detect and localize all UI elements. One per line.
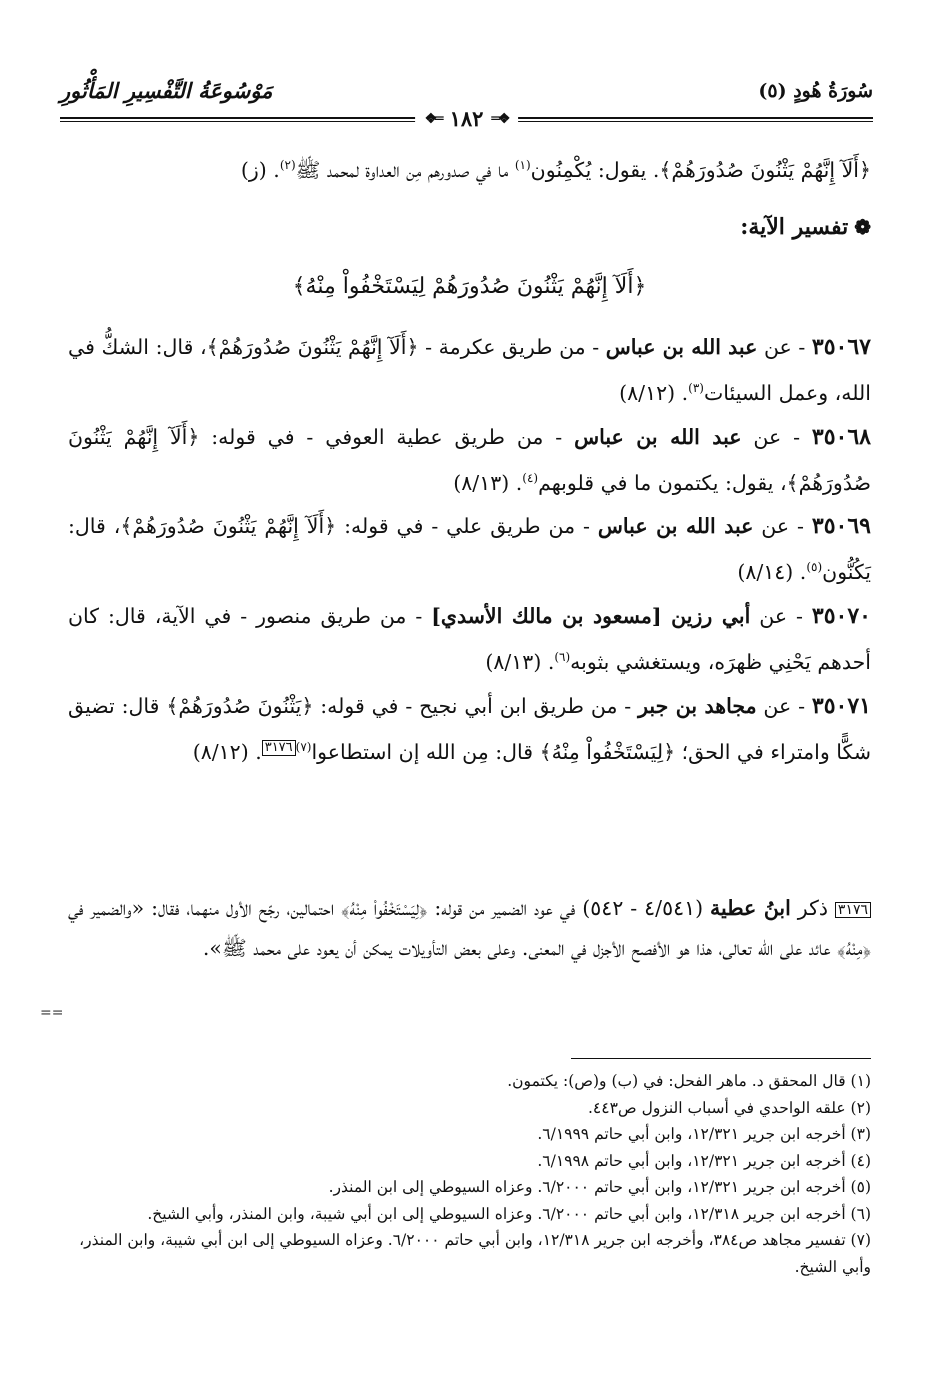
intro-text: ﴿أَلَآ إِنَّهُمْ يَثْنُونَ صُدُورَهُمْ﴾. يقول: يُكْمِنُون (530, 157, 871, 182)
entry-text: - من طريق ابن أبي نجيح - في قوله: ﴿يَثْنُونَ صُدُورَهُمْ﴾ قال: تضيق شكًّا وامتراء في الحق؛ ﴿لِيَسْتَخْفُواْ مِنْهُ﴾ قال: مِن الله إن استطاعوا (68, 694, 871, 764)
entry-number: ٣٥٠٧١ (811, 693, 871, 720)
intro-paragraph (68, 145, 871, 191)
entry-text: - من طريق عكرمة - ﴿أَلَآ إِنَّهُمْ يَثْنُونَ صُدُورَهُمْ﴾، قال: الشكُّ في الله، وعمل السيئات (68, 334, 871, 405)
entry-ref: . (٨/١٢) (619, 380, 689, 405)
footnote-ref[interactable]: (٧) (295, 740, 312, 755)
entry-lead: - عن (750, 604, 812, 629)
footnote: (٢) علقه الواحدي في أسباب النزول ص٤٤٣. (587, 1098, 871, 1117)
entry-ref: . (٨/١٤) (737, 560, 807, 585)
commentary-note (68, 888, 871, 968)
narrator-name: عبد الله بن عباس (605, 334, 758, 359)
page-number-block (415, 106, 519, 131)
narrator-name: عبد الله بن عباس (597, 514, 754, 539)
commentary-ref-box[interactable]: ٣١٧٦ (262, 740, 296, 756)
footnote: (٥) أخرجه ابن جرير ١٢/٣٢١، وابن أبي حاتم ٦/٢٠٠٠. وعزاه السيوطي إلى ابن المنذر. (328, 1178, 871, 1196)
entry-ref: . (٨/١٣) (453, 470, 523, 495)
footnote-ref[interactable]: (٦) (554, 650, 571, 665)
ornament-icon: ❖═ (491, 110, 509, 127)
commentary-number-box: ٣١٧٦ (835, 902, 871, 918)
continuation-mark: == (40, 1005, 64, 1021)
footnote-ref[interactable]: (٥) (806, 560, 823, 575)
section-heading (68, 207, 871, 248)
entry-lead: - عن (753, 514, 812, 539)
entry-ref: . (٨/١٣) (485, 650, 555, 675)
note-author: ابنُ عطية (710, 896, 791, 920)
note-text: (٤/٥٤١ - ٥٤٢) في عود الضمير من قوله: ﴿لِيَسْتَخْفُواْ مِنْهُ﴾ احتمالين، رجّح الأول منهما، فقال: «والضمير في ﴿مِنْهُ﴾ عائد على الله تعالى، هذا هو الأفصح الأجزل في المعنى. وعلى بعض التأويلات يمكن أن يعود على محمد ﷺ». (68, 896, 871, 960)
footnote-ref[interactable]: (٢) (279, 158, 296, 172)
entry (68, 596, 871, 683)
narrator-name: مجاهد بن جبر (638, 694, 757, 719)
ornament-icon: ═❖ (424, 110, 442, 127)
entry-lead: - عن (741, 424, 812, 449)
entry-ref: . (٨/١٢) (192, 739, 262, 764)
entry-text: - من طريق منصور - في الآية، قال: كان أحدهم يَحْنِي ظهرَه، ويستغشي بثوبه (68, 604, 871, 675)
page-header (60, 72, 873, 132)
entry (68, 686, 871, 773)
entry-number: ٣٥٠٧٠ (811, 603, 871, 630)
entry (68, 417, 871, 504)
footnote: (٦) أخرجه ابن جرير ١٢/٣١٨، وابن أبي حاتم ٦/٢٠٠٠. وعزاه السيوطي إلى ابن أبي شيبة، وابن المنذر، وأبي الشيخ. (147, 1204, 871, 1223)
surah-title: سُورَةُ هُودٍ (٥) (758, 80, 873, 102)
entry-text: - من طريق عطية العوفي - في قوله: ﴿أَلَآ إِنَّهُمْ يَثْنُونَ صُدُورَهُمْ﴾، يقول: يكتمون ما في قلوبهم (68, 424, 871, 495)
footnote: (٤) أخرجه ابن جرير ١٢/٣٢١، وابن أبي حاتم ٦/١٩٩٨. (537, 1151, 871, 1170)
footnote-ref[interactable]: (١) (514, 158, 531, 172)
narrator-name: عبد الله بن عباس (574, 424, 742, 449)
footnote: (٣) أخرجه ابن جرير ١٢/٣٢١، وابن أبي حاتم ٦/١٩٩٩. (537, 1125, 871, 1143)
verse-heading: ﴿أَلَآ إِنَّهُمْ يَثْنُونَ صُدُورَهُمْ لِيَسْتَخْفُواْ مِنْهُ﴾ (292, 273, 647, 299)
intro-text-cont: ما في صدورهم مِن العداوة لمحمد ﷺ (295, 157, 515, 182)
footnote-rule (571, 1058, 871, 1059)
footnote-ref[interactable]: (٤) (522, 470, 539, 485)
section-heading-text: تفسير الآية: (740, 213, 849, 240)
flower-icon: ❁ (854, 214, 871, 239)
book-title: مَوْسُوعَةُ التَّفْسِيرِ المَأْثُورِ (60, 78, 273, 103)
footnotes (70, 1068, 871, 1280)
entry-number: ٣٥٠٦٨ (811, 423, 871, 450)
entry-lead: - عن (757, 334, 812, 359)
footnote: (٧) تفسير مجاهد ص٣٨٤، وأخرجه ابن جرير ١٢/٣١٨، وابن أبي حاتم ٦/٢٠٠٠. وعزاه السيوطي إلى ابن أبي شيبة، وابن المنذر، وأبي الشيخ. (79, 1231, 871, 1276)
entry-number: ٣٥٠٦٩ (811, 513, 871, 540)
entry (68, 327, 871, 414)
narrator-name: أبي رزين [مسعود بن مالك الأسدي] (431, 604, 751, 629)
page-number: ١٨٢ (449, 106, 484, 131)
main-text (68, 145, 871, 776)
footnote: (١) قال المحقق د. ماهر الفحل: في (ب) و(ص): يكتمون. (507, 1072, 871, 1090)
footnote-ref[interactable]: (٣) (688, 380, 704, 395)
note-lead: ذكر (790, 896, 835, 920)
intro-tail: . (ز) (240, 157, 280, 182)
entry (68, 506, 871, 593)
entry-text: - من طريق علي - في قوله: ﴿أَلَآ إِنَّهُمْ يَثْنُونَ صُدُورَهُمْ﴾، قال: يَكُنُّون (68, 514, 871, 585)
entry-number: ٣٥٠٦٧ (811, 333, 871, 360)
entry-lead: - عن (756, 694, 812, 719)
